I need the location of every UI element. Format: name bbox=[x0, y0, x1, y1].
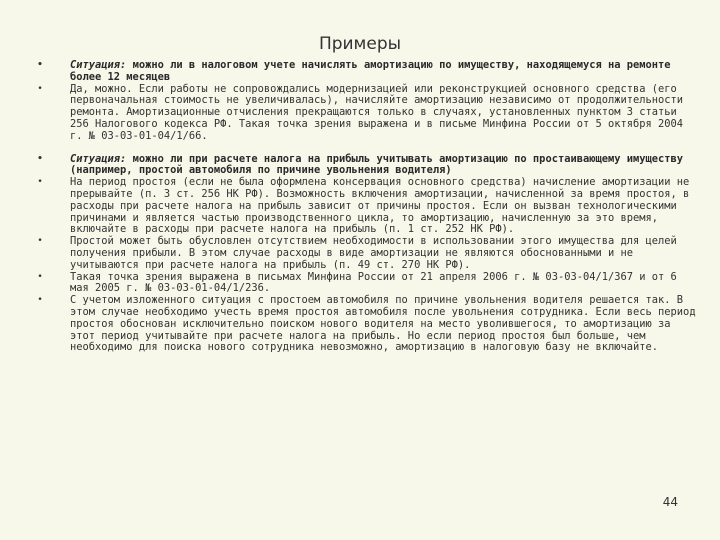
question-text: можно ли при расчете налога на прибыль учитывать амортизацию по простаивающему имуществу (например, простой автомобиля по причине увольнения водителя) bbox=[70, 152, 684, 177]
bullet-icon: • bbox=[37, 271, 43, 282]
bullet-icon: • bbox=[37, 83, 43, 94]
page-number: 44 bbox=[662, 495, 678, 509]
question-lead: Ситуация: bbox=[70, 59, 133, 71]
list-item-answer-4 bbox=[36, 272, 696, 296]
bullet-icon: • bbox=[37, 295, 43, 306]
bullet-icon: • bbox=[37, 236, 43, 247]
answer-text: Простой может быть обусловлен отсутствием необходимости в использовании этого имущества для целей получения прибыли. В этом случае расходы в виде амортизации не являются обоснованными и не учитываются при расчете налога на прибыль (п. 49 ст. 270 НК РФ). bbox=[70, 235, 677, 271]
list-item-answer-1 bbox=[36, 84, 696, 143]
answer-text: На период простоя (если не была оформлена консервация основного средства) начисление амортизации не прерывайте (п. 3 ст. 256 НК РФ). Возможность включения амортизации, начисленной за время простоя, в расходы при расчете налога на прибыль зависит от причины простоя. Если он вызван технологическими причинами и является частью производственного цикла, то амортизацию, начисленную за это время, включайте в расходы при расчете налога на прибыль (п. 1 ст. 252 НК РФ). bbox=[70, 176, 690, 236]
list-item-question-1 bbox=[36, 60, 696, 84]
bullet-icon: • bbox=[37, 153, 43, 164]
bullet-icon: • bbox=[37, 60, 43, 70]
answer-text: Такая точка зрения выражена в письмах Минфина России от 21 апреля 2006 г. № 03-03-04/1/367 и от 6 мая 2005 г. № 03-03-01-04/1/236. bbox=[70, 270, 677, 295]
slide-title: Примеры bbox=[318, 34, 402, 54]
bullet-icon: • bbox=[37, 177, 43, 188]
list-item-question-2 bbox=[36, 154, 696, 178]
question-text: можно ли в налоговом учете начислять амортизацию по имуществу, находящемуся на ремонте более 12 месяцев bbox=[70, 59, 671, 83]
answer-text: Да, можно. Если работы не сопровождались модернизацией или реконструкцией основного средства (его первоначальная стоимость не увеличивалась), начисляйте амортизацию независимо от продолжительности ремонта. Амортизационные отчисления прекращаются только в случаях, установленных пунктом 3 статьи 256 Налогового кодекса РФ. Такая точка зрения выражена и в письме Минфина России от 5 октября 2004 г. № 03-03-01-04/1/66. bbox=[70, 82, 684, 142]
list-item-answer-2 bbox=[36, 177, 696, 236]
answer-text: С учетом изложенного ситуация с простоем автомобиля по причине увольнения водителя решается так. В этом случае необходимо учесть время простоя автомобиля после увольнения сотрудника. Если весь период простоя обоснован исключительно поиском нового водителя на место уволившегося, то амортизацию за этот период учитывайте при расчете налога на прибыль. Но если период простоя был больше, чем необходимо для поиска нового сотрудника невозможно, амортизацию в налоговую базу не включайте. bbox=[70, 294, 696, 354]
slide-content bbox=[36, 60, 696, 354]
list-item-answer-3 bbox=[36, 236, 696, 271]
list-item-answer-5 bbox=[36, 295, 696, 354]
question-lead: Ситуация: bbox=[70, 152, 133, 165]
